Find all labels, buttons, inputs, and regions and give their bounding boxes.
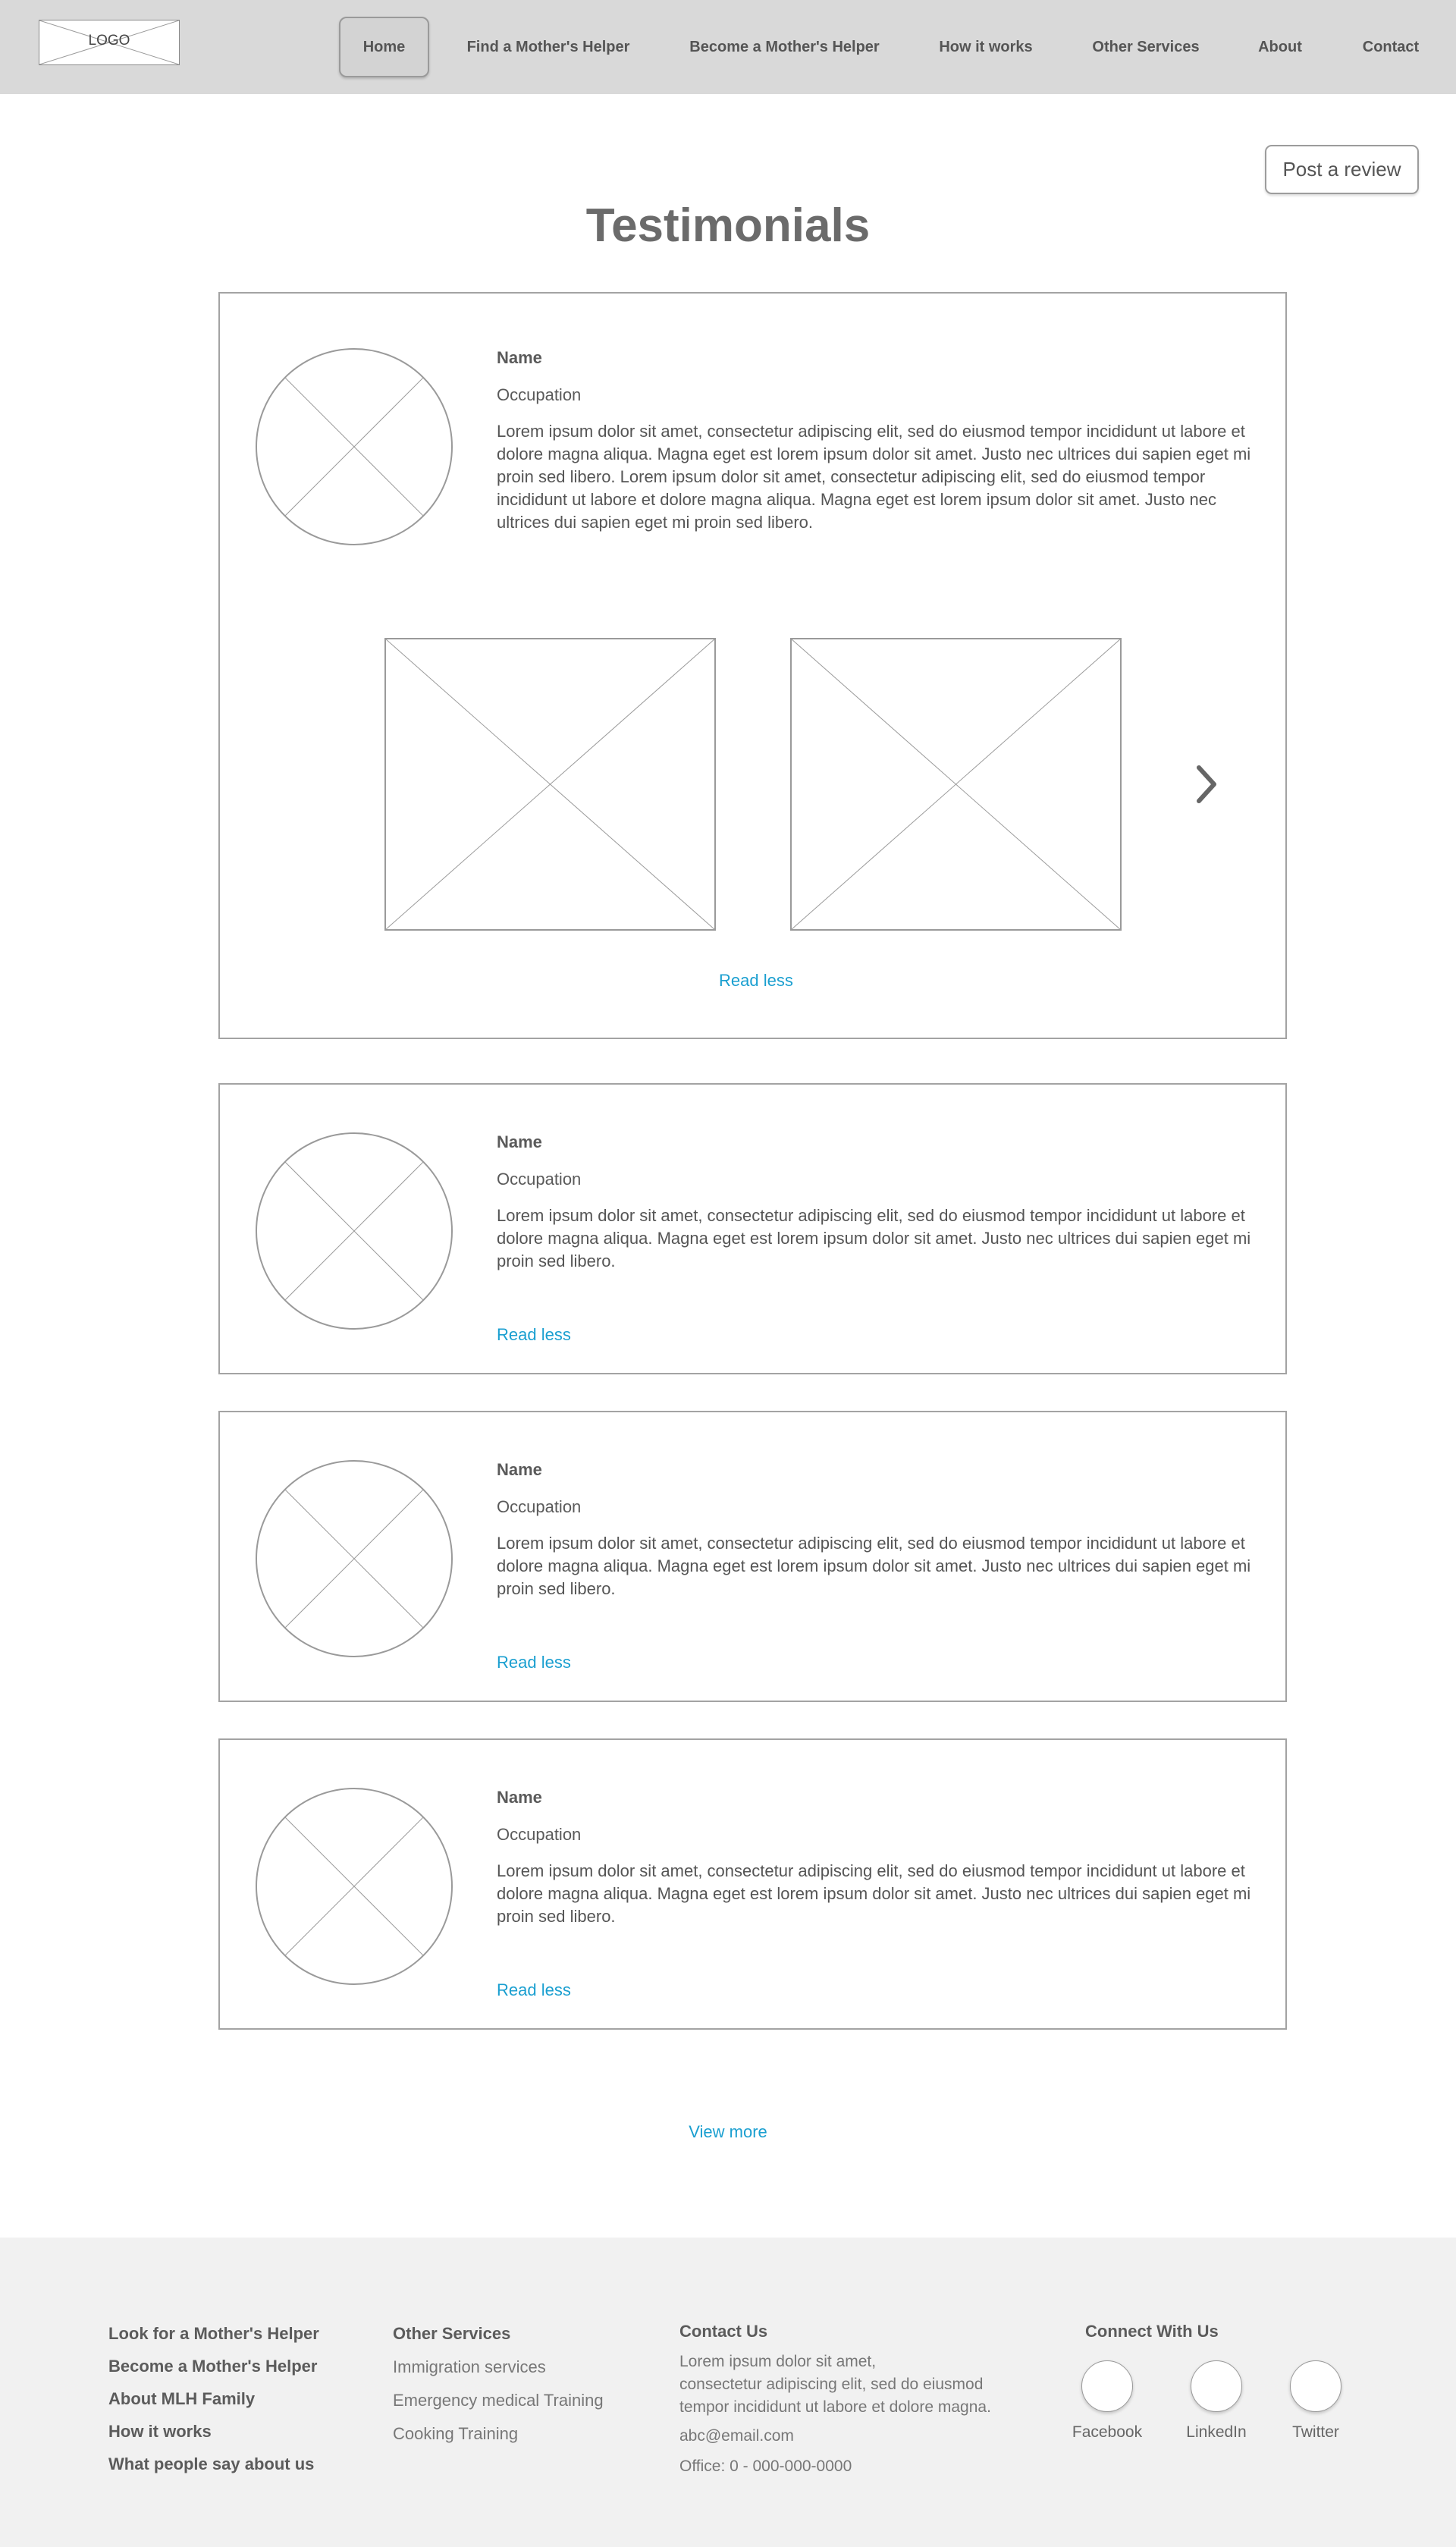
- footer-contact-text-line: Lorem ipsum dolor sit amet,: [679, 2353, 877, 2370]
- logo[interactable]: [39, 20, 180, 65]
- footer-contact-heading: Contact Us: [679, 2322, 768, 2341]
- testimonial-card: [218, 1083, 1287, 1374]
- linkedin-label[interactable]: LinkedIn: [1186, 2423, 1247, 2441]
- image-placeholder-icon: [790, 638, 1122, 931]
- nav-other-services[interactable]: Other Services: [1092, 39, 1200, 55]
- footer-contact-text-line: consectetur adipiscing elit, sed do eiusmod: [679, 2376, 984, 2393]
- read-less-link[interactable]: Read less: [497, 1980, 571, 1999]
- avatar-placeholder-icon: [255, 347, 453, 546]
- testimonial-text: Lorem ipsum dolor sit amet, consectetur adipiscing elit, sed do eiusmod tempor incididunt ut labore et dolore magna aliqua. Magna eget est lorem ipsum dolor sit amet. Justo nec ultrices dui sapien eget mi proin sed libero.: [497, 1206, 1251, 1270]
- page-title: Testimonials: [585, 199, 871, 252]
- nav-find-helper[interactable]: Find a Mother's Helper: [466, 39, 630, 55]
- testimonial-occupation: Occupation: [497, 1825, 582, 1844]
- footer-services-heading: Other Services: [393, 2324, 511, 2343]
- testimonial-text: Lorem ipsum dolor sit amet, consectetur adipiscing elit, sed do eiusmod tempor incididunt ut labore et dolore magna aliqua. Magna eget est lorem ipsum dolor sit amet. Justo nec ultrices dui sapien eget mi proin sed libero. Lorem ipsum dolor sit amet, consectetur adipiscing elit, sed do eiusmod tempor incididunt ut labore et dolore magna aliqua. Magna eget est lorem ipsum dolor sit amet. Justo nec ultrices dui sapien eget mi proin sed libero.: [497, 422, 1251, 532]
- read-less-link[interactable]: Read less: [497, 1653, 571, 1672]
- footer-service-medical[interactable]: Emergency medical Training: [393, 2391, 604, 2410]
- facebook-label[interactable]: Facebook: [1072, 2423, 1143, 2441]
- testimonial-text: Lorem ipsum dolor sit amet, consectetur adipiscing elit, sed do eiusmod tempor incididunt ut labore et dolore magna aliqua. Magna eget est lorem ipsum dolor sit amet. Justo nec ultrices dui sapien eget mi proin sed libero.: [497, 1534, 1251, 1598]
- footer-link-become-helper[interactable]: Become a Mother's Helper: [108, 2357, 318, 2376]
- post-review-button[interactable]: Post a review: [1265, 145, 1419, 194]
- testimonial-occupation: Occupation: [497, 385, 582, 404]
- footer-connect-heading: Connect With Us: [1085, 2322, 1219, 2341]
- testimonial-name: Name: [497, 1132, 542, 1151]
- nav-home[interactable]: Home: [339, 17, 429, 77]
- linkedin-icon[interactable]: [1191, 2360, 1242, 2412]
- avatar-placeholder-icon: [255, 1459, 453, 1658]
- nav-how-it-works[interactable]: How it works: [939, 39, 1033, 55]
- footer-link-testimonials[interactable]: What people say about us: [108, 2454, 315, 2473]
- avatar-placeholder-icon: [255, 1132, 453, 1330]
- footer-link-look-for-helper[interactable]: Look for a Mother's Helper: [108, 2324, 319, 2343]
- footer-contact-office: Office: 0 - 000-000-0000: [679, 2457, 852, 2475]
- logo-text: LOGO: [88, 33, 130, 49]
- testimonial-text: Lorem ipsum dolor sit amet, consectetur adipiscing elit, sed do eiusmod tempor incididunt ut labore et dolore magna aliqua. Magna eget est lorem ipsum dolor sit amet. Justo nec ultrices dui sapien eget mi proin sed libero.: [497, 1861, 1251, 1926]
- footer-link-about[interactable]: About MLH Family: [108, 2389, 256, 2408]
- facebook-icon[interactable]: [1081, 2360, 1133, 2412]
- footer-contact-text-line: tempor incididunt ut labore et dolore magna.: [679, 2398, 991, 2416]
- footer-contact-email[interactable]: abc@email.com: [679, 2427, 794, 2445]
- testimonial-name: Name: [497, 348, 542, 367]
- testimonial-name: Name: [497, 1460, 542, 1479]
- read-less-link[interactable]: Read less: [497, 1325, 571, 1344]
- avatar-placeholder-icon: [255, 1787, 453, 1986]
- nav-about[interactable]: About: [1258, 39, 1302, 55]
- testimonial-card: [218, 292, 1287, 1039]
- chevron-right-icon[interactable]: [1193, 762, 1220, 807]
- testimonial-card: [218, 1411, 1287, 1702]
- footer-service-cooking[interactable]: Cooking Training: [393, 2424, 519, 2443]
- twitter-icon[interactable]: [1290, 2360, 1341, 2412]
- footer-link-how-it-works[interactable]: How it works: [108, 2422, 212, 2441]
- testimonial-occupation: Occupation: [497, 1497, 582, 1516]
- testimonial-card: [218, 1738, 1287, 2030]
- testimonial-occupation: Occupation: [497, 1170, 582, 1189]
- nav-become-helper[interactable]: Become a Mother's Helper: [689, 39, 880, 55]
- top-nav: [0, 0, 1456, 94]
- read-less-link[interactable]: Read less: [719, 971, 793, 990]
- image-placeholder-icon: [384, 638, 716, 931]
- footer-service-immigration[interactable]: Immigration services: [393, 2357, 546, 2376]
- nav-contact[interactable]: Contact: [1362, 39, 1420, 55]
- view-more-link[interactable]: View more: [689, 2122, 767, 2141]
- testimonial-name: Name: [497, 1788, 542, 1807]
- twitter-label[interactable]: Twitter: [1292, 2423, 1339, 2441]
